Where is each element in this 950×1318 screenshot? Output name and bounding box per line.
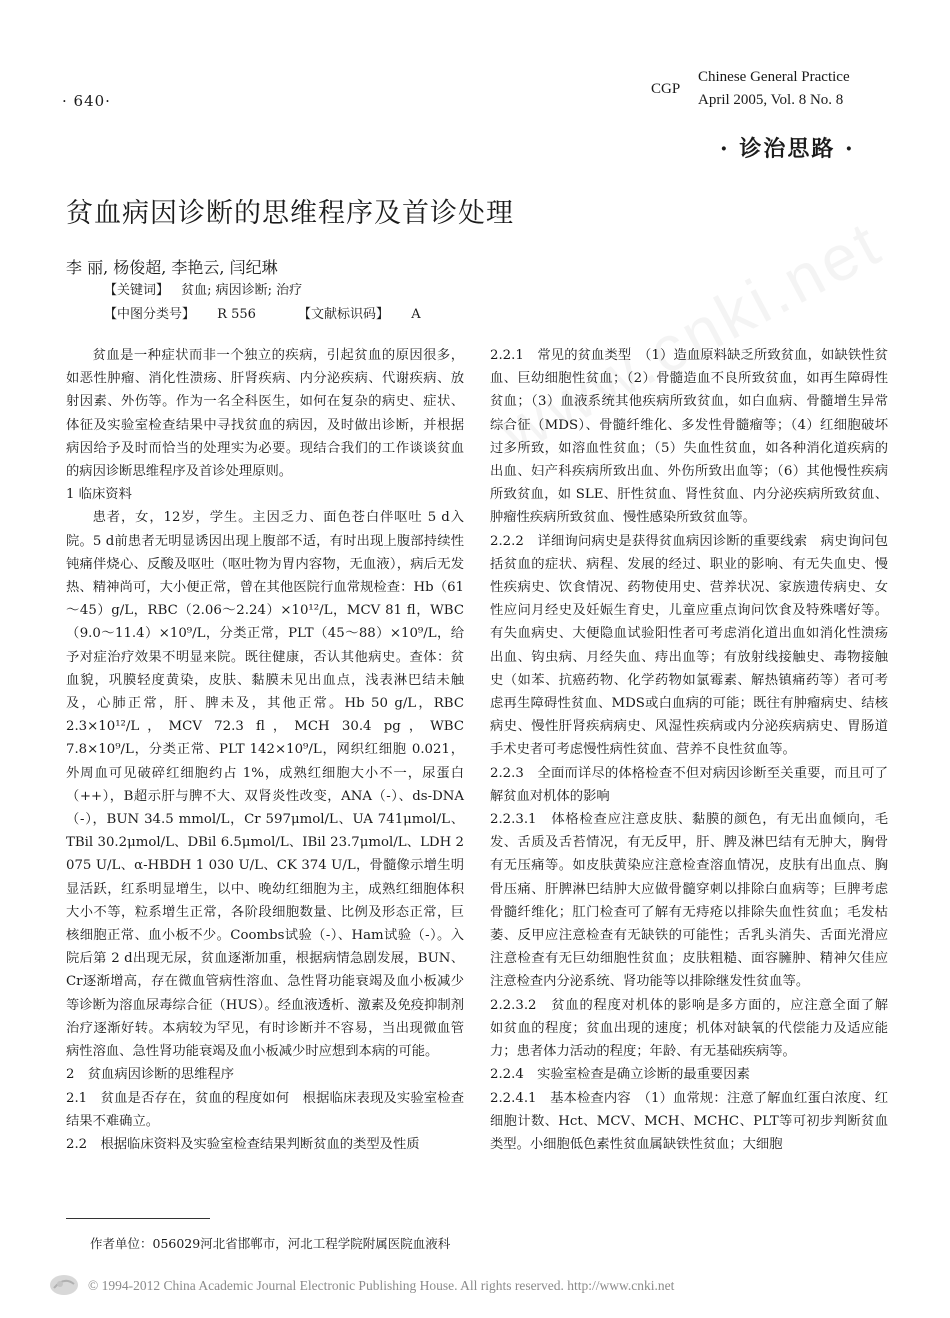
left-column [66,344,464,1156]
article-title: 贫血病因诊断的思维程序及首诊处理 [66,198,514,229]
journal-issue: April 2005, Vol. 8 No. 8 [698,92,844,108]
keywords-label: 【关键词】 [104,283,170,298]
paragraph: 2.2.3.2 贫血的程度对机体的影响是多方面的，应注意全面了解 如贫血的程度；贫血出现的速度；机体对缺氧的代偿能力及适应能力；患者体力活动的程度；年龄、有无基础疾病等。 [490,997,902,1060]
doc-code-label: 【文献标识码】 [298,307,390,322]
paragraph: 贫血是一种症状而非一个独立的疾病，引起贫血的原因很多，如恶性肿瘤、消化性溃疡、肝肾疾病、内分泌疾病、代谢疾病、放射因素、外伤等。作为一名全科医生，如何在复杂的病史、症状、体征及实验室检查结果中寻找贫血的病因，及时做出诊断，并根据病因给予及时而恰当的处理实为必要。现结合我们的工作谈谈贫血的病因诊断思维程序及首诊处理原则。 [66,348,464,480]
paragraph: 2.2.4.1 基本检查内容 （1）血常规：注意了解血红蛋白浓度、红细胞计数、Hct、MCV、MCH、MCHC、PLT等可初步判断贫血类型。小细胞低色素性贫血属缺铁性贫血；大细胞 [490,1090,888,1152]
copyright-footer [48,1272,908,1302]
journal-name: Chinese General Practice [698,69,850,85]
paragraph: 2.1 贫血是否存在，贫血的程度如何 根据临床表现及实验室检查结果不难确立。 [66,1090,464,1129]
right-column [490,344,902,1156]
copyright-text: © 1994-2012 China Academic Journal Electronic Publishing House. All rights reserved. http://www.cnki.net [88,1278,675,1293]
classification-row [104,303,421,322]
section-heading: 2.2.4 实验室检查是确立诊断的最重要因素 [490,1067,750,1083]
section-tag: · 诊治思路 · [720,136,855,162]
section-heading: 2 贫血病因诊断的思维程序 [66,1067,235,1083]
cgp-label: CGP [651,81,681,97]
doc-code-value: A [411,307,421,322]
clc-label: 【中图分类号】 [104,307,196,322]
paragraph: 2.2.3.1 体格检查应注意皮肤、黏膜的颜色，有无出血倾向，毛发、舌质及舌苔情况，有无反甲，肝、脾及淋巴结有无肿大，胸骨有无压痛等。如皮肤黄染应注意检查溶血情况，皮肤有出血点、胸骨压痛、肝脾淋巴结肿大应做骨髓穿刺以排除白血病等；巨脾考虑骨髓纤维化；肛门检查可了解有无痔疮以排除失血性贫血；毛发枯萎、反甲应注意检查有无缺铁的可能性；舌乳头消失、舌面光滑应注意检查有无巨幼细胞性贫血；皮肤粗糙、面容臃肿、精神欠佳应注意检查内分泌系统、肾功能等以排除继发性贫血等。 [490,812,888,990]
authors: 李 丽, 杨俊超, 李艳云, 闫纪琳 [66,258,278,277]
section-heading: 2.2 根据临床资料及实验室检查结果判断贫血的类型及性质 [66,1136,420,1152]
cnki-logo-icon [48,1272,80,1298]
journal-header [698,66,850,112]
author-affiliation: 作者单位：056029河北省邯郸市，河北工程学院附属医院血液科 [90,1236,451,1251]
paragraph: 2.2.1 常见的贫血类型 （1）造血原料缺乏所致贫血，如缺铁性贫血、巨幼细胞性贫血；（2）骨髓造血不良所致贫血，如再生障碍性贫血；（3）血液系统其他疾病所致贫血，如白血病、骨髓增生异常综合征（MDS）、骨髓纤维化、多发性骨髓瘤等；（4）红细胞破坏过多所致，如溶血性贫血；（5）失血性贫血，如各种消化道疾病的出血、妇产科疾病所致出血、外伤所致出血等；（6）其他慢性疾病所致贫血，如 SLE、肝性贫血、肾性贫血、内分泌疾病所致贫血、肿瘤性疾病所致贫血、慢性感染所致贫血等。 [490,348,888,526]
clc-value: R 556 [217,307,256,322]
section-heading: 2.2.3 全面而详尽的体格检查不但对病因诊断至关重要，而且可了解贫血对机体的影响 [490,765,888,804]
paragraph: 患者，女，12岁，学生。主因乏力、面色苍白伴呕吐 5 d入院。5 d前患者无明显诱因出现上腹部不适，有时出现上腹部持续性钝痛伴烧心、反酸及呕吐（呕吐物为胃内容物，无血液），病后无发热、精神尚可，大小便正常，曾在其他医院行血常规检查：Hb（61～45）g/L，RBC（2.06～2.24）×10¹²/L，MCV 81 fl，WBC（9.0～11.4）×10⁹/L，分类正常，PLT（45～88）×10⁹/L，给予对症治疗效果不明显来院。既往健康，否认其他病史。查体：贫血貌，巩膜轻度黄染，皮肤、黏膜未见出血点，浅表淋巴结未触及，心肺正常，肝、脾未及，其他正常。Hb 50 g/L，RBC 2.3×10¹²/L，MCV 72.3 fl，MCH 30.4 pg，WBC 7.8×10⁹/L，分类正常、PLT 142×10⁹/L，网织红细胞 0.021，外周血可见破碎红细胞约占 1%，成熟红细胞大小不一，尿蛋白（++），B超示肝与脾不大、双肾炎性改变，ANA（-）、ds-DNA（-），BUN 34.5 mmol/L，Cr 597μmol/L、UA 741μmol/L、TBil 30.2μmol/L、DBil 6.5μmol/L、IBil 23.7μmol/L、LDH 2 075 U/L、α-HBDH 1 030 U/L、CK 374 U/L，骨髓像示增生明显活跃，红系明显增生，以中、晚幼红细胞为主，成熟红细胞体积大小不等，粒系增生正常，各阶段细胞数量、比例及形态正常，巨核细胞正常、血小板不少。Coombs试验（-）、Ham试验（-）。入院后第 2 d出现无尿，贫血逐渐加重，根据病情急剧发展，BUN、Cr逐渐增高，存在微血管病性溶血、急性肾功能衰竭及血小板减少等诊断为溶血尿毒综合征（HUS）。经血液透析、激素及免疫抑制剂治疗逐渐好转。本病较为罕见，有时诊断并不容易，当出现微血管病性溶血、急性肾功能衰竭及血小板减少时应想到本病的可能。 [66,510,464,1060]
section-heading: 1 临床资料 [66,487,132,503]
footnote-divider [66,1218,210,1219]
page-number: · 640· [62,92,111,110]
paragraph: 2.2.2 详细询问病史是获得贫血病因诊断的重要线索 病史询问包括贫血的症状、病程、发展的经过、职业的影响、有无失血史、慢性疾病史、饮食情况、药物使用史、营养状况、家族遗传病史、女性应问月经史及妊娠生育史，儿童应重点询问饮食及特殊嗜好等。有失血病史、大便隐血试验阳性者可考虑消化道出血如消化性溃疡出血、钩虫病、月经失血、痔出血等；有放射线接触史、毒物接触史（如苯、抗癌药物、化学药物如氯霉素、解热镇痛药等）者可考虑再生障碍性贫血、MDS或白血病的可能；既往有肿瘤病史、结核病史、慢性肝肾疾病病史、风湿性疾病或内分泌疾病病史、胃肠道手术史者可考虑慢性病性贫血、营养不良性贫血等。 [490,533,888,758]
keywords-row [104,279,302,298]
keywords: 贫血; 病因诊断; 治疗 [181,283,303,298]
